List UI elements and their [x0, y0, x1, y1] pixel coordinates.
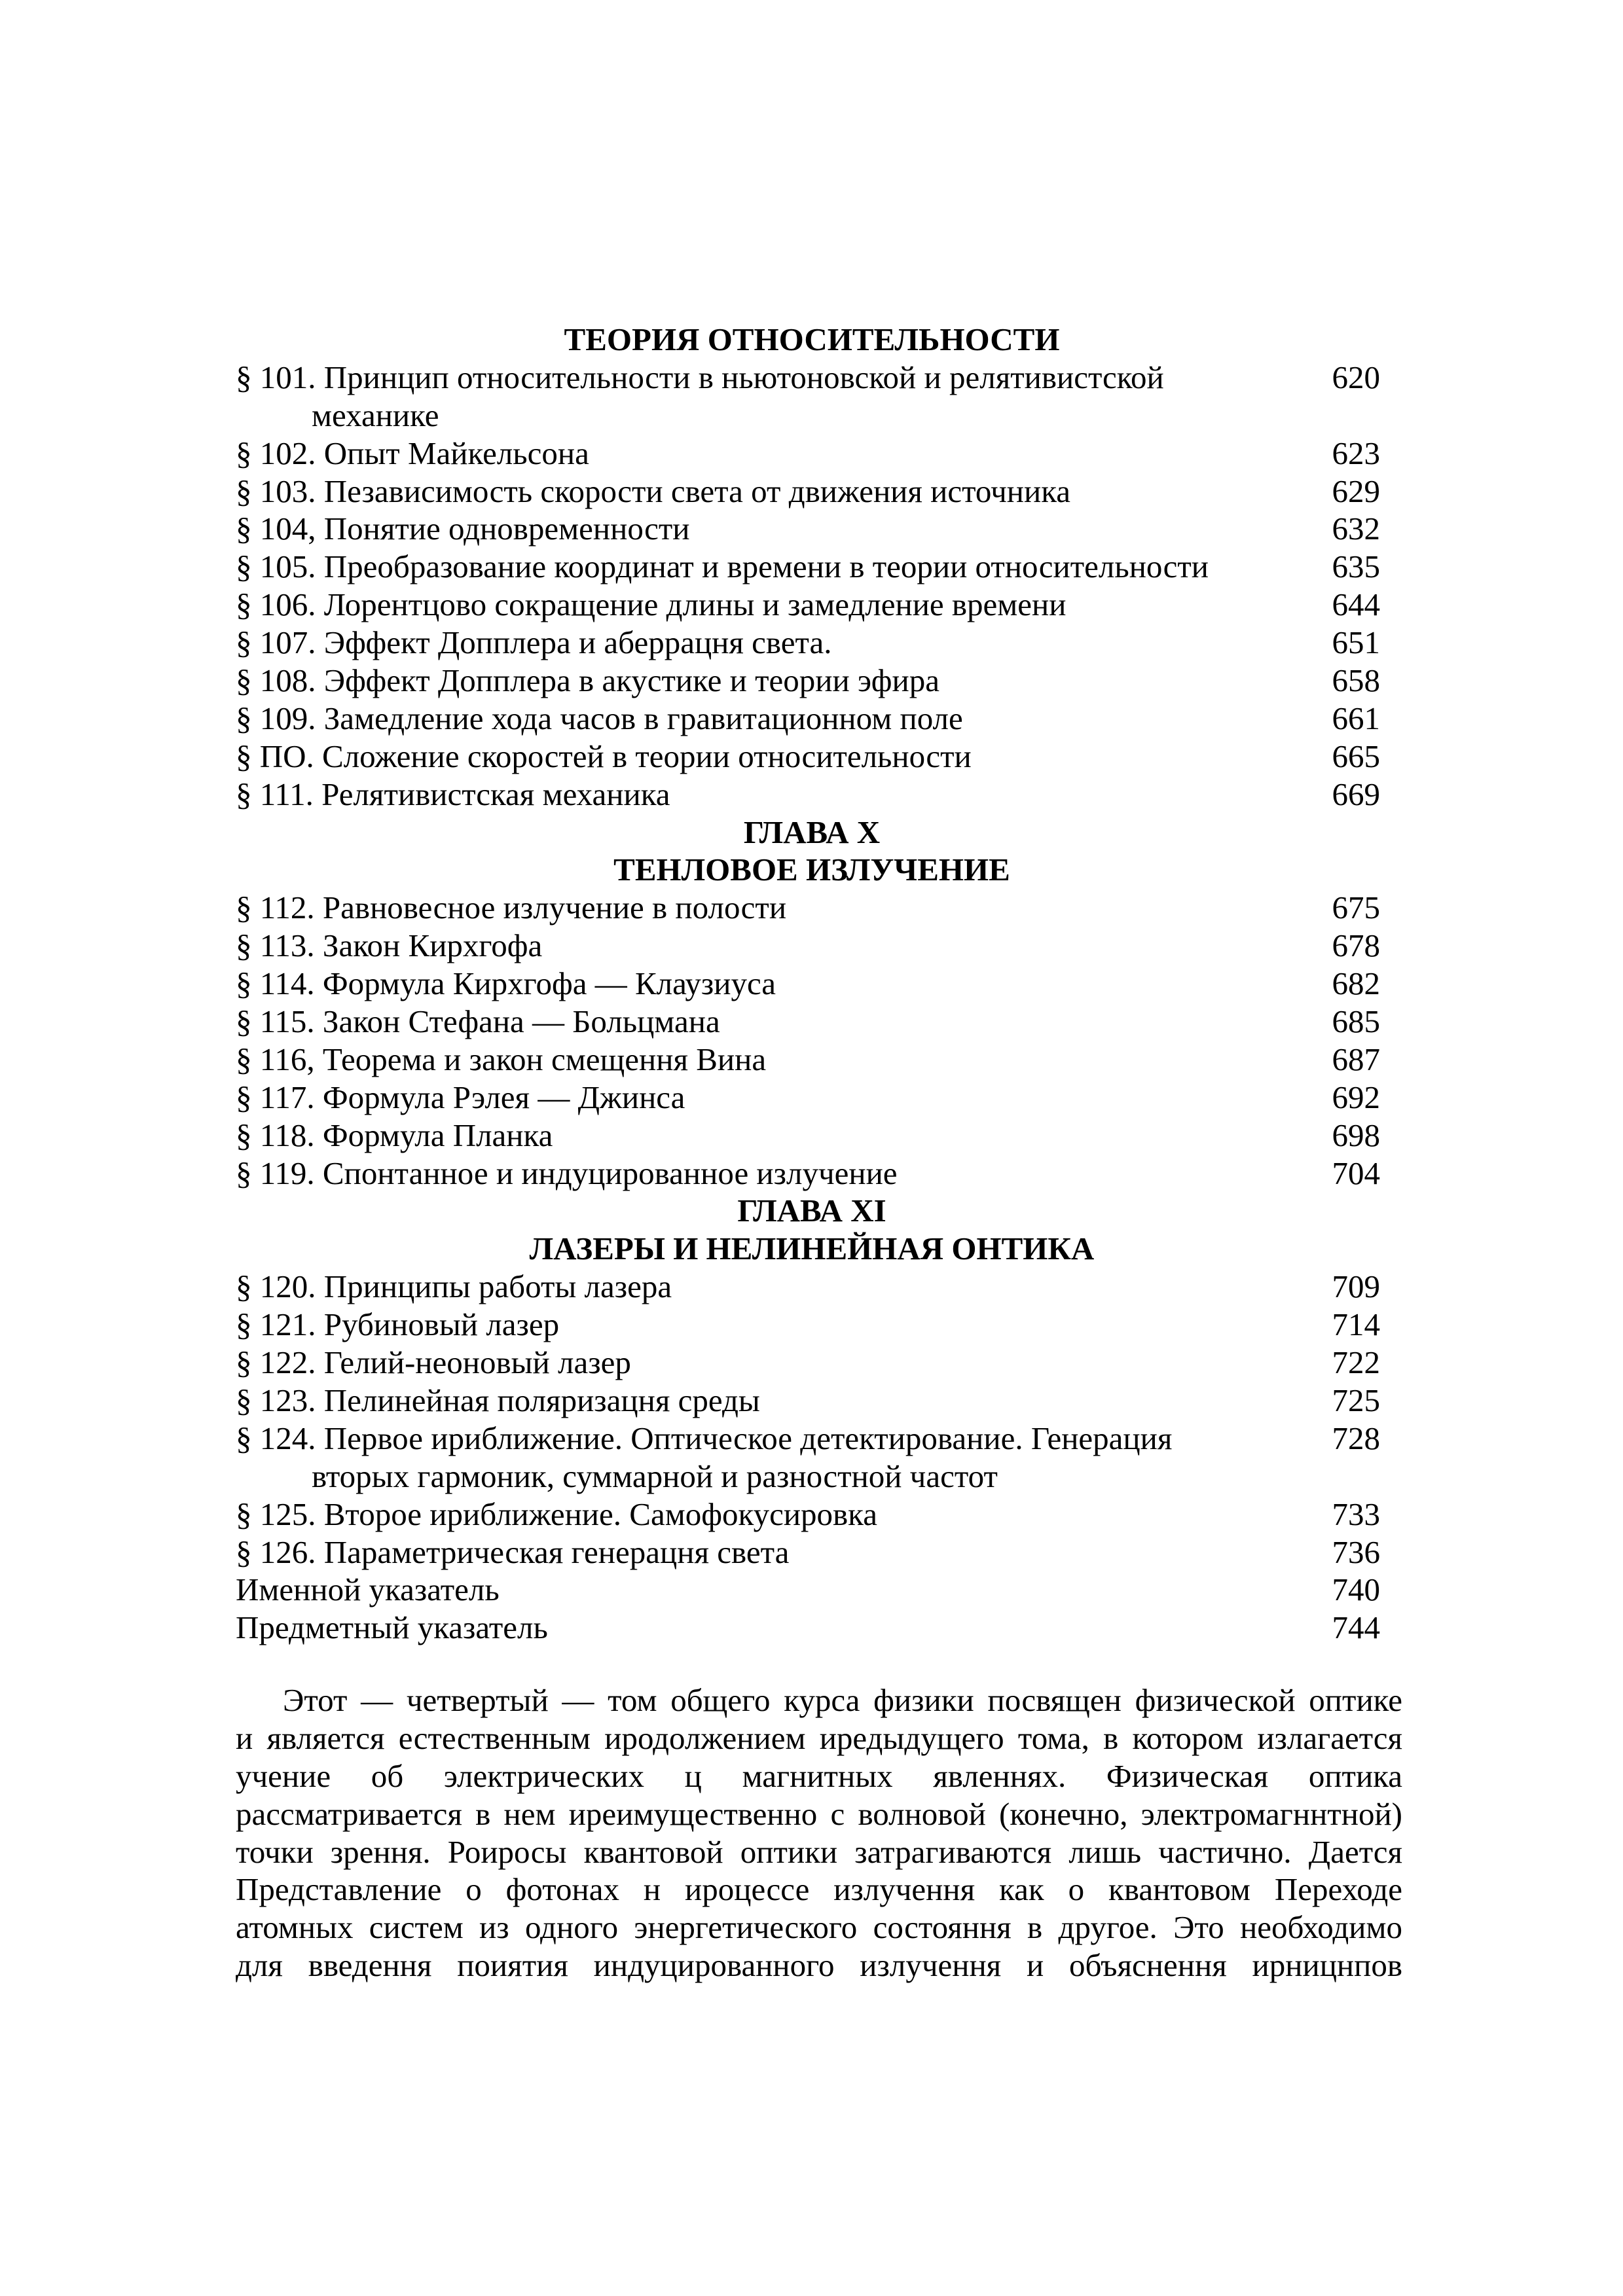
toc-entry [236, 1155, 1388, 1193]
toc-page-number: 669 [1332, 776, 1380, 812]
toc-page-number: 685 [1332, 1003, 1380, 1040]
toc-title: § 122. Гелий-неоновый лазер [236, 1344, 631, 1381]
toc-title: механике [312, 397, 439, 433]
toc-title: § 109. Замедление хода часов в гравитационном поле [236, 700, 963, 736]
toc-page-number: 629 [1332, 473, 1380, 509]
toc-title: § 123. Пелинейная поляризацня среды [236, 1382, 760, 1418]
toc-title: § 103. Пезависимость скорости света от движения источника [236, 473, 1071, 509]
toc-page-number: 651 [1332, 624, 1380, 661]
toc-entry [236, 1534, 1388, 1571]
toc-page-number: 632 [1332, 511, 1380, 547]
toc-title: ТЕНЛОВОЕ ИЗЛУЧЕНИЕ [613, 852, 1010, 888]
toc-title: § 106. Лорентцово сокращение длины и замедление времени [236, 586, 1067, 623]
toc-entry [236, 1003, 1388, 1041]
toc-page-number: 675 [1332, 889, 1380, 926]
paragraph-line: Представление о фотонах н ироцессе излучення как о квантовом Переходе [236, 1871, 1402, 1908]
toc-title: ГЛАВА XI [737, 1193, 886, 1229]
toc-page-number: 635 [1332, 548, 1380, 585]
chapter-heading [236, 814, 1388, 852]
toc-page-number: 736 [1332, 1534, 1380, 1570]
toc-title: § 115. Закон Стефана — Больцмана [236, 1003, 720, 1040]
toc-entry [236, 1420, 1388, 1458]
chapter-heading [236, 321, 1388, 359]
toc-entry [236, 738, 1388, 776]
toc-entry [236, 700, 1388, 738]
toc-title: § 104, Понятие одновременности [236, 511, 690, 547]
toc-title: § 126. Параметрическая генерацня света [236, 1534, 790, 1570]
toc-page-number: 620 [1332, 359, 1380, 395]
toc-entry [236, 965, 1388, 1003]
toc-title: ТЕОРИЯ ОТНОСИТЕЛЬНОСТИ [564, 321, 1060, 357]
toc-entry [236, 359, 1388, 397]
toc-title: § 120. Принципы работы лазера [236, 1268, 672, 1305]
chapter-heading [236, 1192, 1388, 1230]
toc-title: ГЛАВА X [743, 814, 881, 850]
toc-page-number: 644 [1332, 586, 1380, 623]
toc-title: § 118. Формула Планка [236, 1117, 553, 1153]
table-of-contents [236, 321, 1388, 1647]
toc-entry [236, 1344, 1388, 1382]
toc-entry [236, 624, 1388, 662]
toc-title: § 116, Теорема и закон смещення Вина [236, 1041, 767, 1077]
toc-title: § ПО. Сложение скоростей в теории относительности [236, 738, 972, 774]
paragraph-line: учение об электрических ц магнитных явленнях. Физическая оптика [236, 1757, 1402, 1794]
toc-page-number: 725 [1332, 1382, 1380, 1418]
paragraph-line: для введення поиятия индуцированного излучення и объяснення ирницнпов [236, 1947, 1402, 1984]
toc-page-number: 714 [1332, 1306, 1380, 1343]
toc-page-number: 740 [1332, 1571, 1380, 1608]
toc-page-number: 687 [1332, 1041, 1380, 1077]
toc-page-number: 704 [1332, 1155, 1380, 1191]
paragraph-line: Этот — четвертый — том общего курса физики посвящен физической оптике [283, 1682, 1402, 1718]
toc-title: вторых гармоник, суммарной и разностной частот [312, 1458, 998, 1494]
preface-paragraph [236, 1681, 1402, 1984]
toc-title: § 113. Закон Кирхгофа [236, 927, 543, 964]
toc-page-number: 722 [1332, 1344, 1380, 1381]
toc-page-number: 658 [1332, 662, 1380, 699]
toc-page-number: 682 [1332, 965, 1380, 1002]
toc-page-number: 665 [1332, 738, 1380, 774]
toc-entry [236, 473, 1388, 511]
toc-entry-continuation [236, 397, 1388, 435]
toc-title: § 101. Принцип относительности в ньютоновской и релятивистской [236, 359, 1164, 395]
toc-entry [236, 1609, 1388, 1647]
toc-entry [236, 1117, 1388, 1155]
paragraph-line: атомных систем из одного энергетического состояння в другое. Это необходимо [236, 1909, 1402, 1946]
toc-entry [236, 927, 1388, 965]
toc-entry [236, 548, 1388, 586]
toc-entry [236, 776, 1388, 814]
toc-entry [236, 1268, 1388, 1306]
toc-entry [236, 1571, 1388, 1609]
toc-title: § 119. Спонтанное и индуцированное излучение [236, 1155, 898, 1191]
toc-title: § 111. Релятивистская механика [236, 776, 670, 812]
paragraph-line: рассматривается в нем иреимущественно с волновой (конечно, электромагннтной) [236, 1795, 1402, 1832]
toc-page-number: 744 [1332, 1609, 1380, 1646]
toc-entry [236, 1496, 1388, 1534]
toc-entry-continuation [236, 1458, 1388, 1496]
toc-title: Предметный указатель [236, 1609, 548, 1646]
toc-entry [236, 1041, 1388, 1079]
toc-title: § 112. Равновесное излучение в полости [236, 889, 787, 926]
toc-title: § 121. Рубиновый лазер [236, 1306, 560, 1343]
toc-page-number: 728 [1332, 1420, 1380, 1456]
toc-title: § 114. Формула Кирхгофа — Клаузиуса [236, 965, 776, 1002]
toc-title: § 102. Опыт Майкельсона [236, 435, 589, 471]
toc-entry [236, 1306, 1388, 1344]
paragraph-line: точки зрення. Роиросы квантовой оптики затрагиваются лишь частично. Дается [236, 1833, 1402, 1870]
toc-page-number: 698 [1332, 1117, 1380, 1153]
toc-page-number: 678 [1332, 927, 1380, 964]
chapter-heading [236, 851, 1388, 889]
toc-page-number: 692 [1332, 1079, 1380, 1115]
toc-entry [236, 889, 1388, 927]
toc-entry [236, 586, 1388, 624]
toc-entry [236, 1382, 1388, 1420]
toc-page-number: 733 [1332, 1496, 1380, 1532]
toc-title: § 125. Второе ириближение. Самофокусировка [236, 1496, 877, 1532]
toc-title: § 107. Эффект Допплера и аберрацня света. [236, 624, 832, 661]
toc-title: § 117. Формула Рэлея — Джинса [236, 1079, 685, 1115]
toc-entry [236, 510, 1388, 548]
toc-title: Именной указатель [236, 1571, 500, 1608]
toc-title: § 105. Преобразование координат и времени в теории относительности [236, 548, 1209, 585]
toc-title: ЛАЗЕРЫ И НЕЛИНЕЙНАЯ ОНТИКА [529, 1230, 1095, 1267]
toc-title: § 108. Эффект Допплера в акустике и теории эфира [236, 662, 939, 699]
toc-page-number: 709 [1332, 1268, 1380, 1305]
chapter-heading [236, 1230, 1388, 1268]
toc-page-number: 661 [1332, 700, 1380, 736]
toc-entry [236, 662, 1388, 700]
toc-page-number: 623 [1332, 435, 1380, 471]
paragraph-line: и является естественным иродолжением иредыдущего тома, в котором излагается [236, 1719, 1402, 1756]
toc-entry [236, 435, 1388, 473]
toc-title: § 124. Первое ириближение. Оптическое детектирование. Генерация [236, 1420, 1173, 1456]
toc-entry [236, 1079, 1388, 1117]
